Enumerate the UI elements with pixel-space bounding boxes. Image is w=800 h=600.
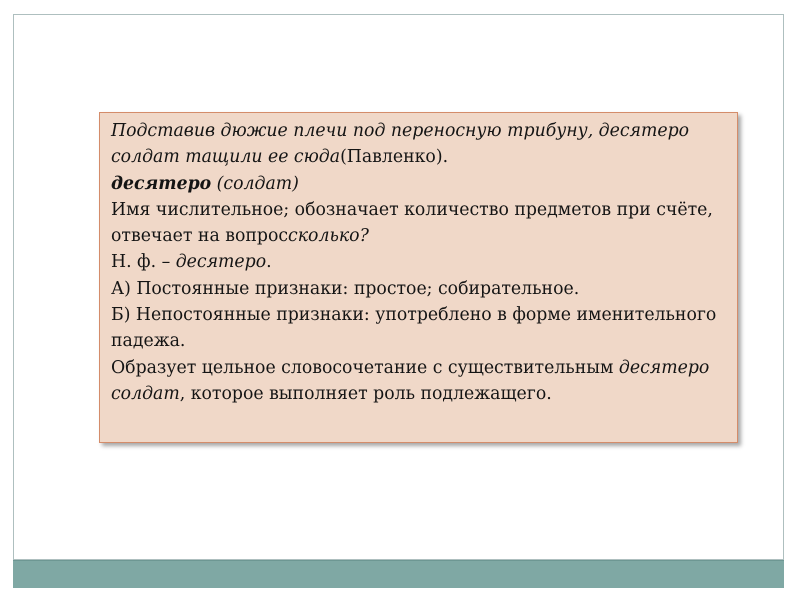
analyzed-word-line bbox=[111, 171, 727, 197]
part-of-speech-line bbox=[111, 197, 727, 250]
initial-form-prefix: Н. ф. – bbox=[111, 252, 176, 273]
slide-bottom-bar bbox=[13, 560, 784, 588]
constant-features-line: А) Постоянные признаки: простое; собирательное. bbox=[111, 278, 580, 299]
analysis-text-box bbox=[99, 112, 738, 443]
syntax-role-line bbox=[111, 355, 727, 408]
question-word: сколько? bbox=[288, 226, 369, 247]
initial-form-line bbox=[111, 249, 727, 275]
example-source: (Павленко). bbox=[340, 147, 449, 168]
syntax-role-prefix: Образует цельное словосочетание с существительным bbox=[111, 357, 619, 378]
syntax-role-suffix: , которое выполняет роль подлежащего. bbox=[179, 383, 552, 404]
example-quote: Подставив дюжие плечи под переносную трибуну, десятеро солдат тащили ее сюда bbox=[111, 121, 690, 168]
part-of-speech-text: Имя числительное; обозначает количество предметов при счёте, отвечает на вопрос bbox=[111, 199, 713, 247]
example-sentence bbox=[111, 118, 727, 171]
analyzed-word: десятеро bbox=[111, 173, 212, 194]
analyzed-word-context: (солдат) bbox=[211, 173, 299, 194]
variable-features-line: Б) Непостоянные признаки: употреблено в форме именительного падежа. bbox=[111, 305, 717, 352]
syntax-role-phrase: десятеро солдат bbox=[111, 357, 710, 404]
initial-form-word: десятеро bbox=[175, 252, 267, 273]
initial-form-suffix: . bbox=[266, 252, 272, 273]
